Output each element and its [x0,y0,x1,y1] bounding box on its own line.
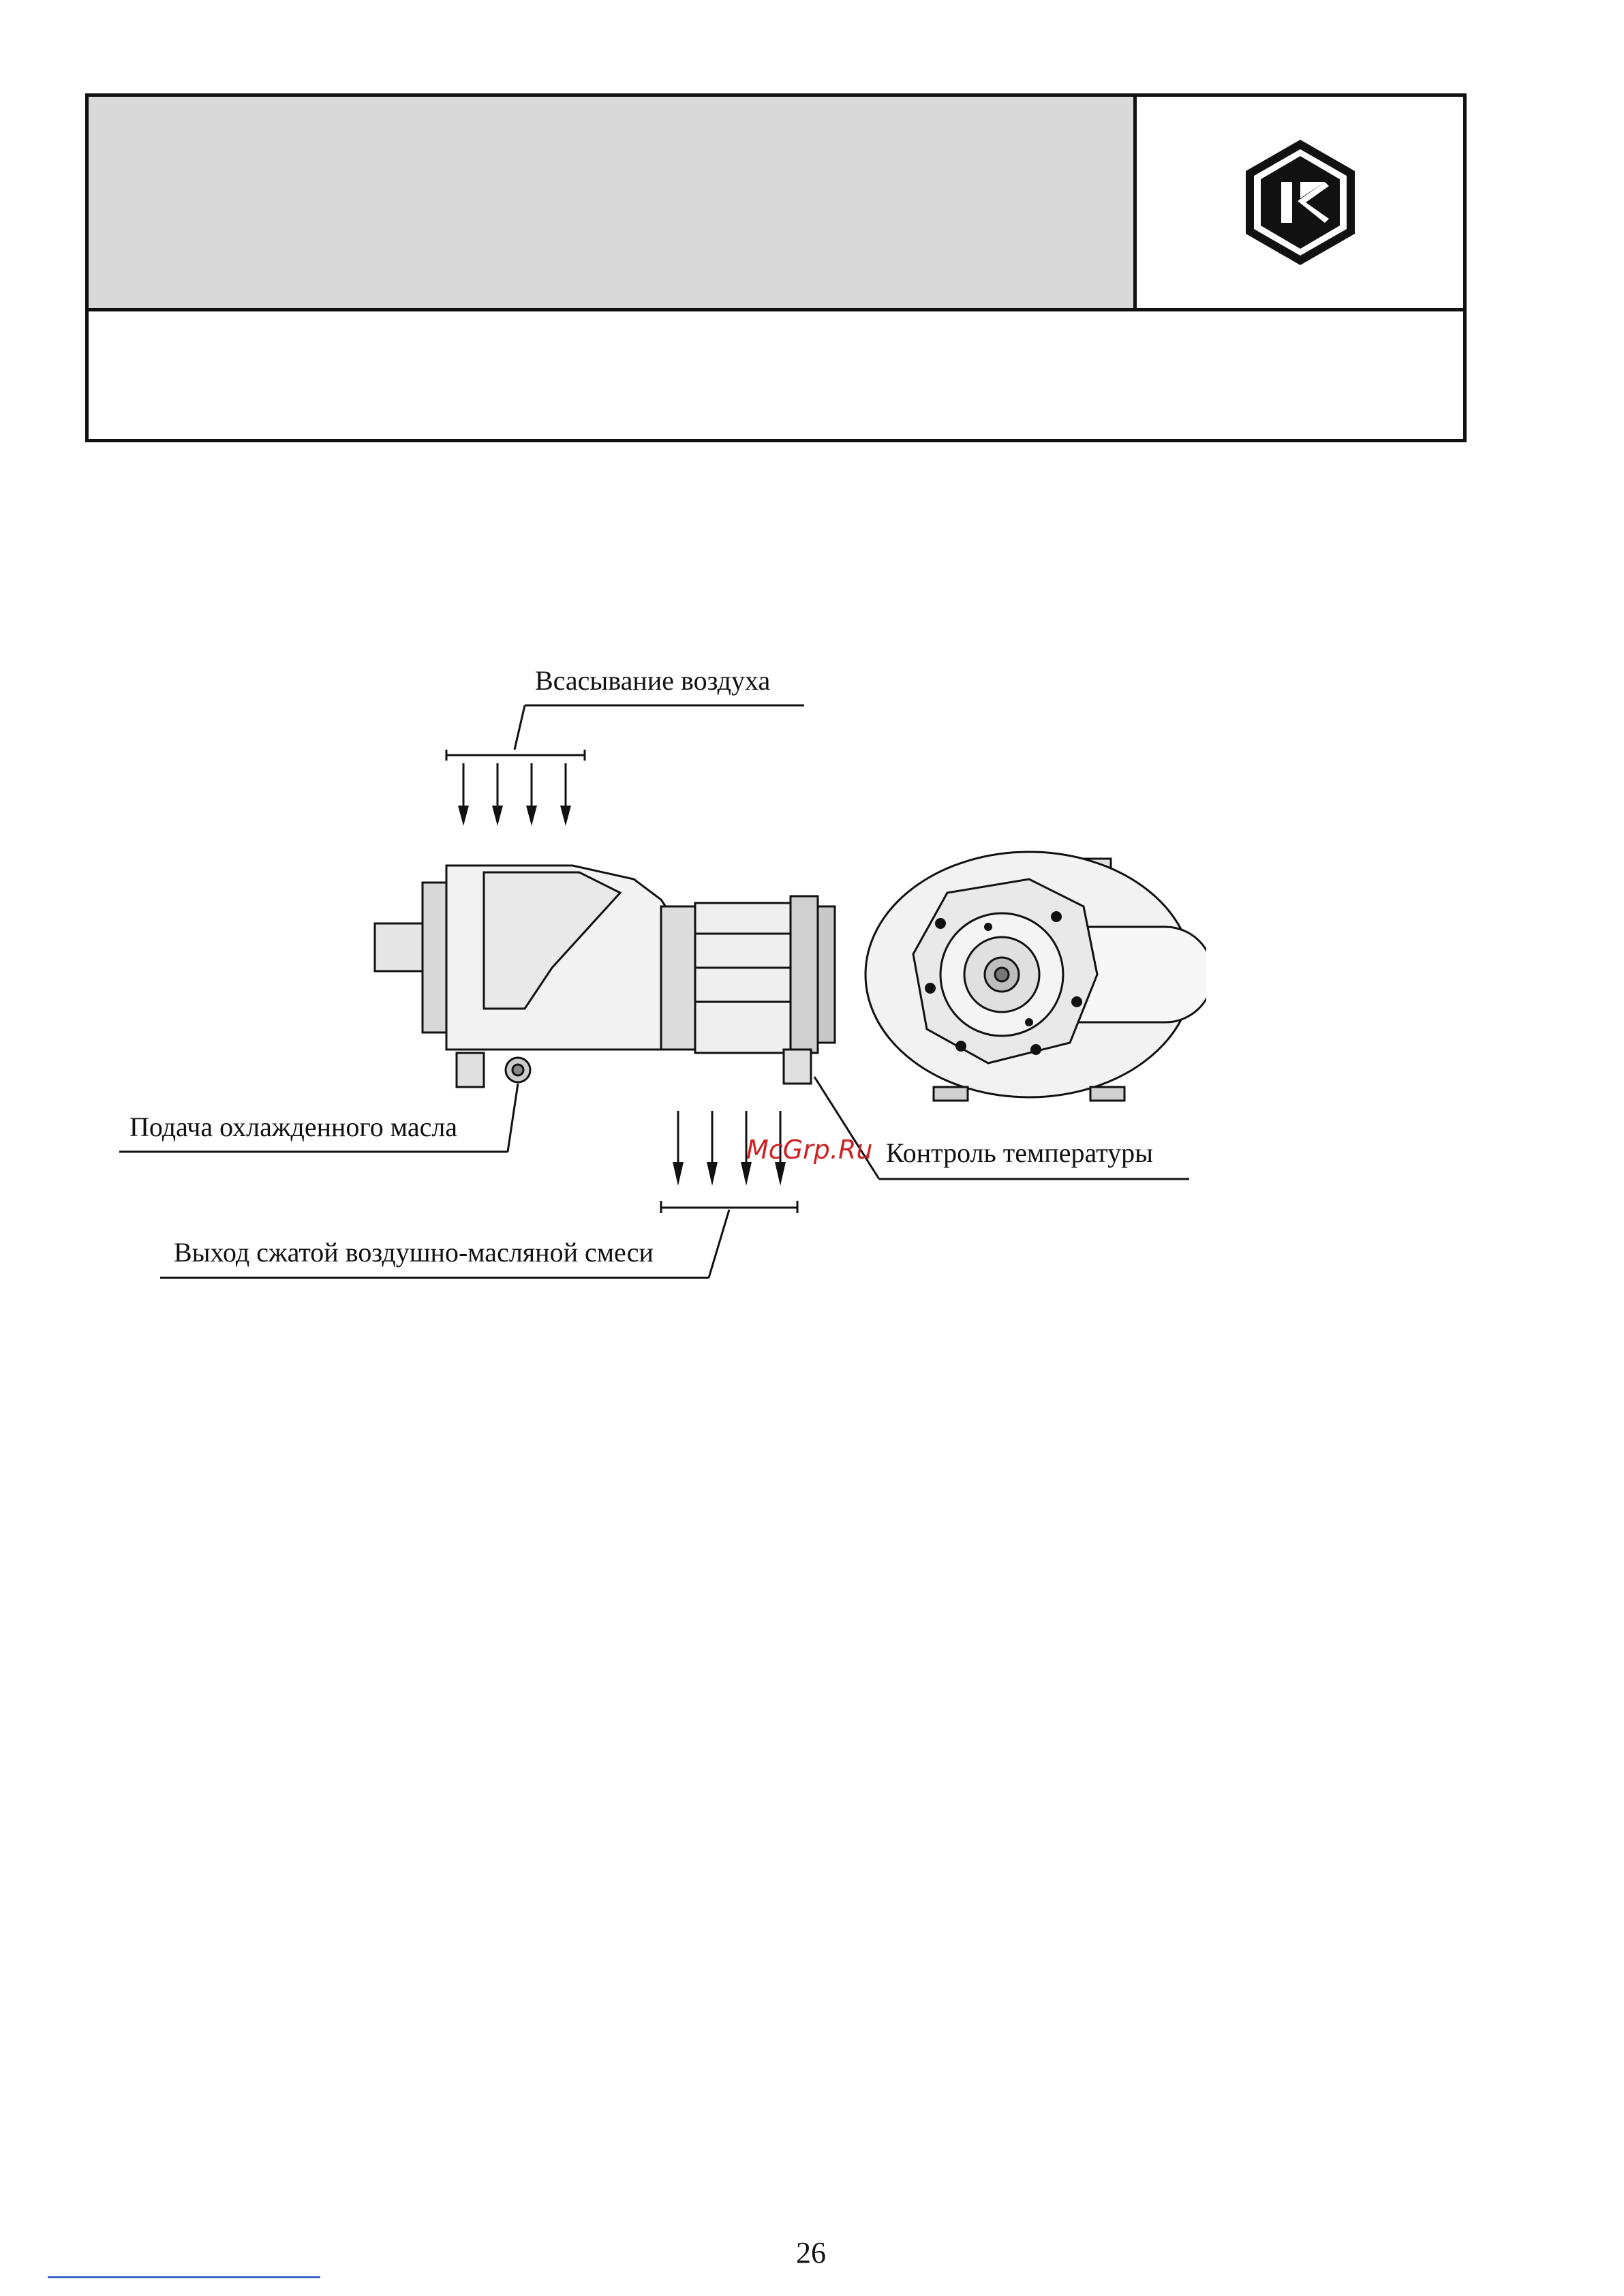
document-header [85,93,1467,442]
footer-link-underline[interactable] [48,2276,320,2278]
compressor-diagram [102,647,1206,1295]
mixture-outlet-label: Выход сжатой воздушно-масляной смеси [174,1237,654,1268]
air-intake-label: Всасывание воздуха [535,665,771,696]
company-logo [1232,134,1368,271]
watermark: McGrp.Ru [746,1135,873,1165]
temperature-control-label: Контроль температуры [886,1137,1153,1168]
oil-supply-label: Подача охлажденного масла [129,1112,458,1142]
header-logo-cell [1137,97,1463,311]
header-title-area [89,97,1137,311]
page-number: 26 [796,2236,826,2269]
header-subtitle-area [89,311,1463,439]
